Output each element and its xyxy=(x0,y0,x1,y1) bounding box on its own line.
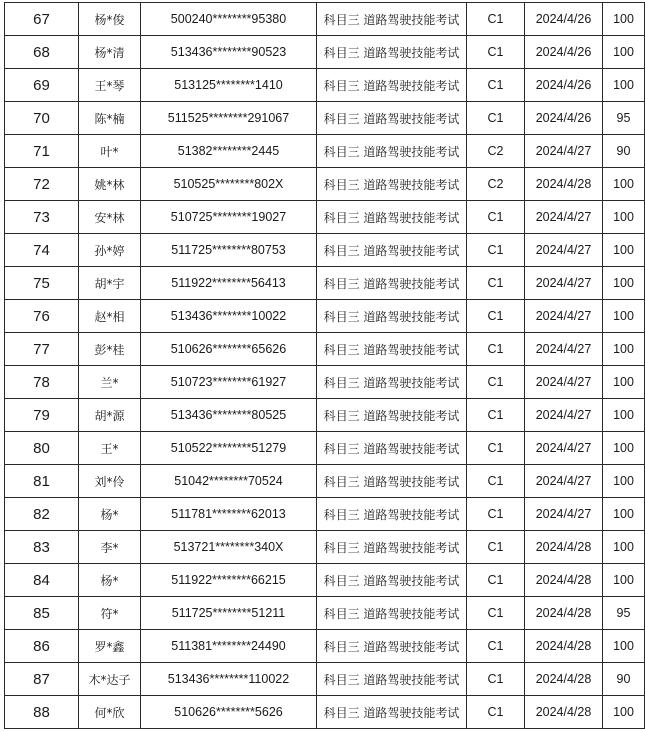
table-row xyxy=(5,564,645,597)
license-class: C1 xyxy=(467,36,525,69)
exam-date: 2024/4/26 xyxy=(525,3,603,36)
table-row xyxy=(5,102,645,135)
exam-subject: 科目三 道路驾驶技能考试 xyxy=(317,267,467,300)
table-row xyxy=(5,135,645,168)
exam-score: 100 xyxy=(603,3,645,36)
exam-subject: 科目三 道路驾驶技能考试 xyxy=(317,399,467,432)
exam-date: 2024/4/27 xyxy=(525,432,603,465)
license-class: C1 xyxy=(467,564,525,597)
exam-subject: 科目三 道路驾驶技能考试 xyxy=(317,3,467,36)
row-number: 68 xyxy=(5,36,79,69)
license-class: C1 xyxy=(467,597,525,630)
exam-score: 100 xyxy=(603,234,645,267)
exam-date: 2024/4/27 xyxy=(525,300,603,333)
candidate-name: 木*达子 xyxy=(79,663,141,696)
row-number: 71 xyxy=(5,135,79,168)
id-number: 511525********291067 xyxy=(141,102,317,135)
exam-date: 2024/4/27 xyxy=(525,135,603,168)
table-row xyxy=(5,465,645,498)
row-number: 76 xyxy=(5,300,79,333)
id-number: 513436********10022 xyxy=(141,300,317,333)
exam-score: 100 xyxy=(603,201,645,234)
exam-date: 2024/4/27 xyxy=(525,201,603,234)
table-row xyxy=(5,432,645,465)
id-number: 510522********51279 xyxy=(141,432,317,465)
exam-score: 100 xyxy=(603,36,645,69)
exam-subject: 科目三 道路驾驶技能考试 xyxy=(317,564,467,597)
exam-score: 100 xyxy=(603,69,645,102)
exam-score: 100 xyxy=(603,465,645,498)
id-number: 511725********51211 xyxy=(141,597,317,630)
exam-score: 100 xyxy=(603,564,645,597)
exam-subject: 科目三 道路驾驶技能考试 xyxy=(317,531,467,564)
license-class: C1 xyxy=(467,102,525,135)
exam-score: 90 xyxy=(603,135,645,168)
candidate-name: 陈*楠 xyxy=(79,102,141,135)
candidate-name: 王* xyxy=(79,432,141,465)
exam-date: 2024/4/27 xyxy=(525,498,603,531)
exam-date: 2024/4/28 xyxy=(525,630,603,663)
exam-subject: 科目三 道路驾驶技能考试 xyxy=(317,135,467,168)
license-class: C1 xyxy=(467,201,525,234)
exam-date: 2024/4/28 xyxy=(525,531,603,564)
exam-score: 100 xyxy=(603,168,645,201)
license-class: C1 xyxy=(467,630,525,663)
table-row xyxy=(5,300,645,333)
id-number: 51382********2445 xyxy=(141,135,317,168)
exam-score: 100 xyxy=(603,366,645,399)
exam-date: 2024/4/26 xyxy=(525,69,603,102)
exam-score: 100 xyxy=(603,300,645,333)
table-row xyxy=(5,498,645,531)
exam-score: 100 xyxy=(603,333,645,366)
exam-date: 2024/4/28 xyxy=(525,597,603,630)
license-class: C1 xyxy=(467,663,525,696)
candidate-name: 李* xyxy=(79,531,141,564)
exam-date: 2024/4/28 xyxy=(525,696,603,729)
exam-subject: 科目三 道路驾驶技能考试 xyxy=(317,102,467,135)
id-number: 510626********65626 xyxy=(141,333,317,366)
table-row xyxy=(5,399,645,432)
license-class: C1 xyxy=(467,234,525,267)
row-number: 86 xyxy=(5,630,79,663)
exam-subject: 科目三 道路驾驶技能考试 xyxy=(317,597,467,630)
table-row xyxy=(5,333,645,366)
id-number: 510525********802X xyxy=(141,168,317,201)
table-row xyxy=(5,366,645,399)
exam-subject: 科目三 道路驾驶技能考试 xyxy=(317,498,467,531)
row-number: 77 xyxy=(5,333,79,366)
exam-date: 2024/4/26 xyxy=(525,36,603,69)
exam-score: 100 xyxy=(603,498,645,531)
table-row xyxy=(5,267,645,300)
id-number: 510723********61927 xyxy=(141,366,317,399)
candidate-name: 彭*桂 xyxy=(79,333,141,366)
exam-subject: 科目三 道路驾驶技能考试 xyxy=(317,630,467,663)
candidate-name: 罗*鑫 xyxy=(79,630,141,663)
exam-date: 2024/4/26 xyxy=(525,102,603,135)
exam-subject: 科目三 道路驾驶技能考试 xyxy=(317,465,467,498)
table-row xyxy=(5,630,645,663)
id-number: 511725********80753 xyxy=(141,234,317,267)
id-number: 511381********24490 xyxy=(141,630,317,663)
table-row xyxy=(5,597,645,630)
row-number: 73 xyxy=(5,201,79,234)
table-row xyxy=(5,201,645,234)
exam-subject: 科目三 道路驾驶技能考试 xyxy=(317,432,467,465)
candidate-name: 杨*清 xyxy=(79,36,141,69)
exam-score: 100 xyxy=(603,267,645,300)
candidate-name: 杨* xyxy=(79,498,141,531)
candidate-name: 王*琴 xyxy=(79,69,141,102)
exam-subject: 科目三 道路驾驶技能考试 xyxy=(317,168,467,201)
candidate-name: 刘*伶 xyxy=(79,465,141,498)
id-number: 513125********1410 xyxy=(141,69,317,102)
row-number: 74 xyxy=(5,234,79,267)
candidate-name: 胡*源 xyxy=(79,399,141,432)
row-number: 82 xyxy=(5,498,79,531)
candidate-name: 兰* xyxy=(79,366,141,399)
exam-date: 2024/4/27 xyxy=(525,465,603,498)
exam-subject: 科目三 道路驾驶技能考试 xyxy=(317,333,467,366)
license-class: C1 xyxy=(467,465,525,498)
id-number: 513436********80525 xyxy=(141,399,317,432)
exam-score: 100 xyxy=(603,696,645,729)
id-number: 51042********70524 xyxy=(141,465,317,498)
exam-date: 2024/4/28 xyxy=(525,663,603,696)
candidate-name: 杨*俊 xyxy=(79,3,141,36)
row-number: 79 xyxy=(5,399,79,432)
exam-score: 90 xyxy=(603,663,645,696)
license-class: C1 xyxy=(467,69,525,102)
id-number: 511922********66215 xyxy=(141,564,317,597)
row-number: 85 xyxy=(5,597,79,630)
license-class: C2 xyxy=(467,135,525,168)
table-row xyxy=(5,36,645,69)
exam-subject: 科目三 道路驾驶技能考试 xyxy=(317,366,467,399)
id-number: 513436********90523 xyxy=(141,36,317,69)
license-class: C1 xyxy=(467,498,525,531)
exam-date: 2024/4/28 xyxy=(525,168,603,201)
exam-subject: 科目三 道路驾驶技能考试 xyxy=(317,663,467,696)
table-row xyxy=(5,663,645,696)
license-class: C2 xyxy=(467,168,525,201)
row-number: 81 xyxy=(5,465,79,498)
row-number: 78 xyxy=(5,366,79,399)
table-row xyxy=(5,3,645,36)
row-number: 70 xyxy=(5,102,79,135)
exam-subject: 科目三 道路驾驶技能考试 xyxy=(317,234,467,267)
exam-date: 2024/4/27 xyxy=(525,399,603,432)
table-row xyxy=(5,531,645,564)
license-class: C1 xyxy=(467,696,525,729)
id-number: 500240********95380 xyxy=(141,3,317,36)
candidate-name: 杨* xyxy=(79,564,141,597)
table-row xyxy=(5,69,645,102)
license-class: C1 xyxy=(467,3,525,36)
id-number: 511922********56413 xyxy=(141,267,317,300)
license-class: C1 xyxy=(467,399,525,432)
license-class: C1 xyxy=(467,267,525,300)
exam-score: 95 xyxy=(603,597,645,630)
candidate-name: 赵*相 xyxy=(79,300,141,333)
id-number: 511781********62013 xyxy=(141,498,317,531)
candidate-name: 何*欣 xyxy=(79,696,141,729)
row-number: 67 xyxy=(5,3,79,36)
exam-date: 2024/4/27 xyxy=(525,333,603,366)
row-number: 87 xyxy=(5,663,79,696)
license-class: C1 xyxy=(467,300,525,333)
exam-date: 2024/4/27 xyxy=(525,234,603,267)
row-number: 83 xyxy=(5,531,79,564)
exam-score: 100 xyxy=(603,531,645,564)
license-class: C1 xyxy=(467,531,525,564)
row-number: 84 xyxy=(5,564,79,597)
row-number: 88 xyxy=(5,696,79,729)
exam-subject: 科目三 道路驾驶技能考试 xyxy=(317,201,467,234)
row-number: 75 xyxy=(5,267,79,300)
results-table-body xyxy=(5,3,645,729)
candidate-name: 叶* xyxy=(79,135,141,168)
candidate-name: 安*林 xyxy=(79,201,141,234)
exam-subject: 科目三 道路驾驶技能考试 xyxy=(317,696,467,729)
exam-date: 2024/4/27 xyxy=(525,267,603,300)
results-table xyxy=(4,2,645,729)
row-number: 69 xyxy=(5,69,79,102)
exam-subject: 科目三 道路驾驶技能考试 xyxy=(317,69,467,102)
candidate-name: 符* xyxy=(79,597,141,630)
table-row xyxy=(5,234,645,267)
exam-score: 100 xyxy=(603,399,645,432)
exam-score: 100 xyxy=(603,630,645,663)
exam-subject: 科目三 道路驾驶技能考试 xyxy=(317,300,467,333)
id-number: 510725********19027 xyxy=(141,201,317,234)
row-number: 72 xyxy=(5,168,79,201)
exam-subject: 科目三 道路驾驶技能考试 xyxy=(317,36,467,69)
id-number: 513436********110022 xyxy=(141,663,317,696)
license-class: C1 xyxy=(467,366,525,399)
id-number: 513721********340X xyxy=(141,531,317,564)
candidate-name: 胡*宇 xyxy=(79,267,141,300)
candidate-name: 孙*婷 xyxy=(79,234,141,267)
exam-score: 100 xyxy=(603,432,645,465)
id-number: 510626********5626 xyxy=(141,696,317,729)
exam-score: 95 xyxy=(603,102,645,135)
exam-date: 2024/4/28 xyxy=(525,564,603,597)
row-number: 80 xyxy=(5,432,79,465)
candidate-name: 姚*林 xyxy=(79,168,141,201)
table-row xyxy=(5,696,645,729)
license-class: C1 xyxy=(467,432,525,465)
license-class: C1 xyxy=(467,333,525,366)
exam-date: 2024/4/27 xyxy=(525,366,603,399)
table-row xyxy=(5,168,645,201)
